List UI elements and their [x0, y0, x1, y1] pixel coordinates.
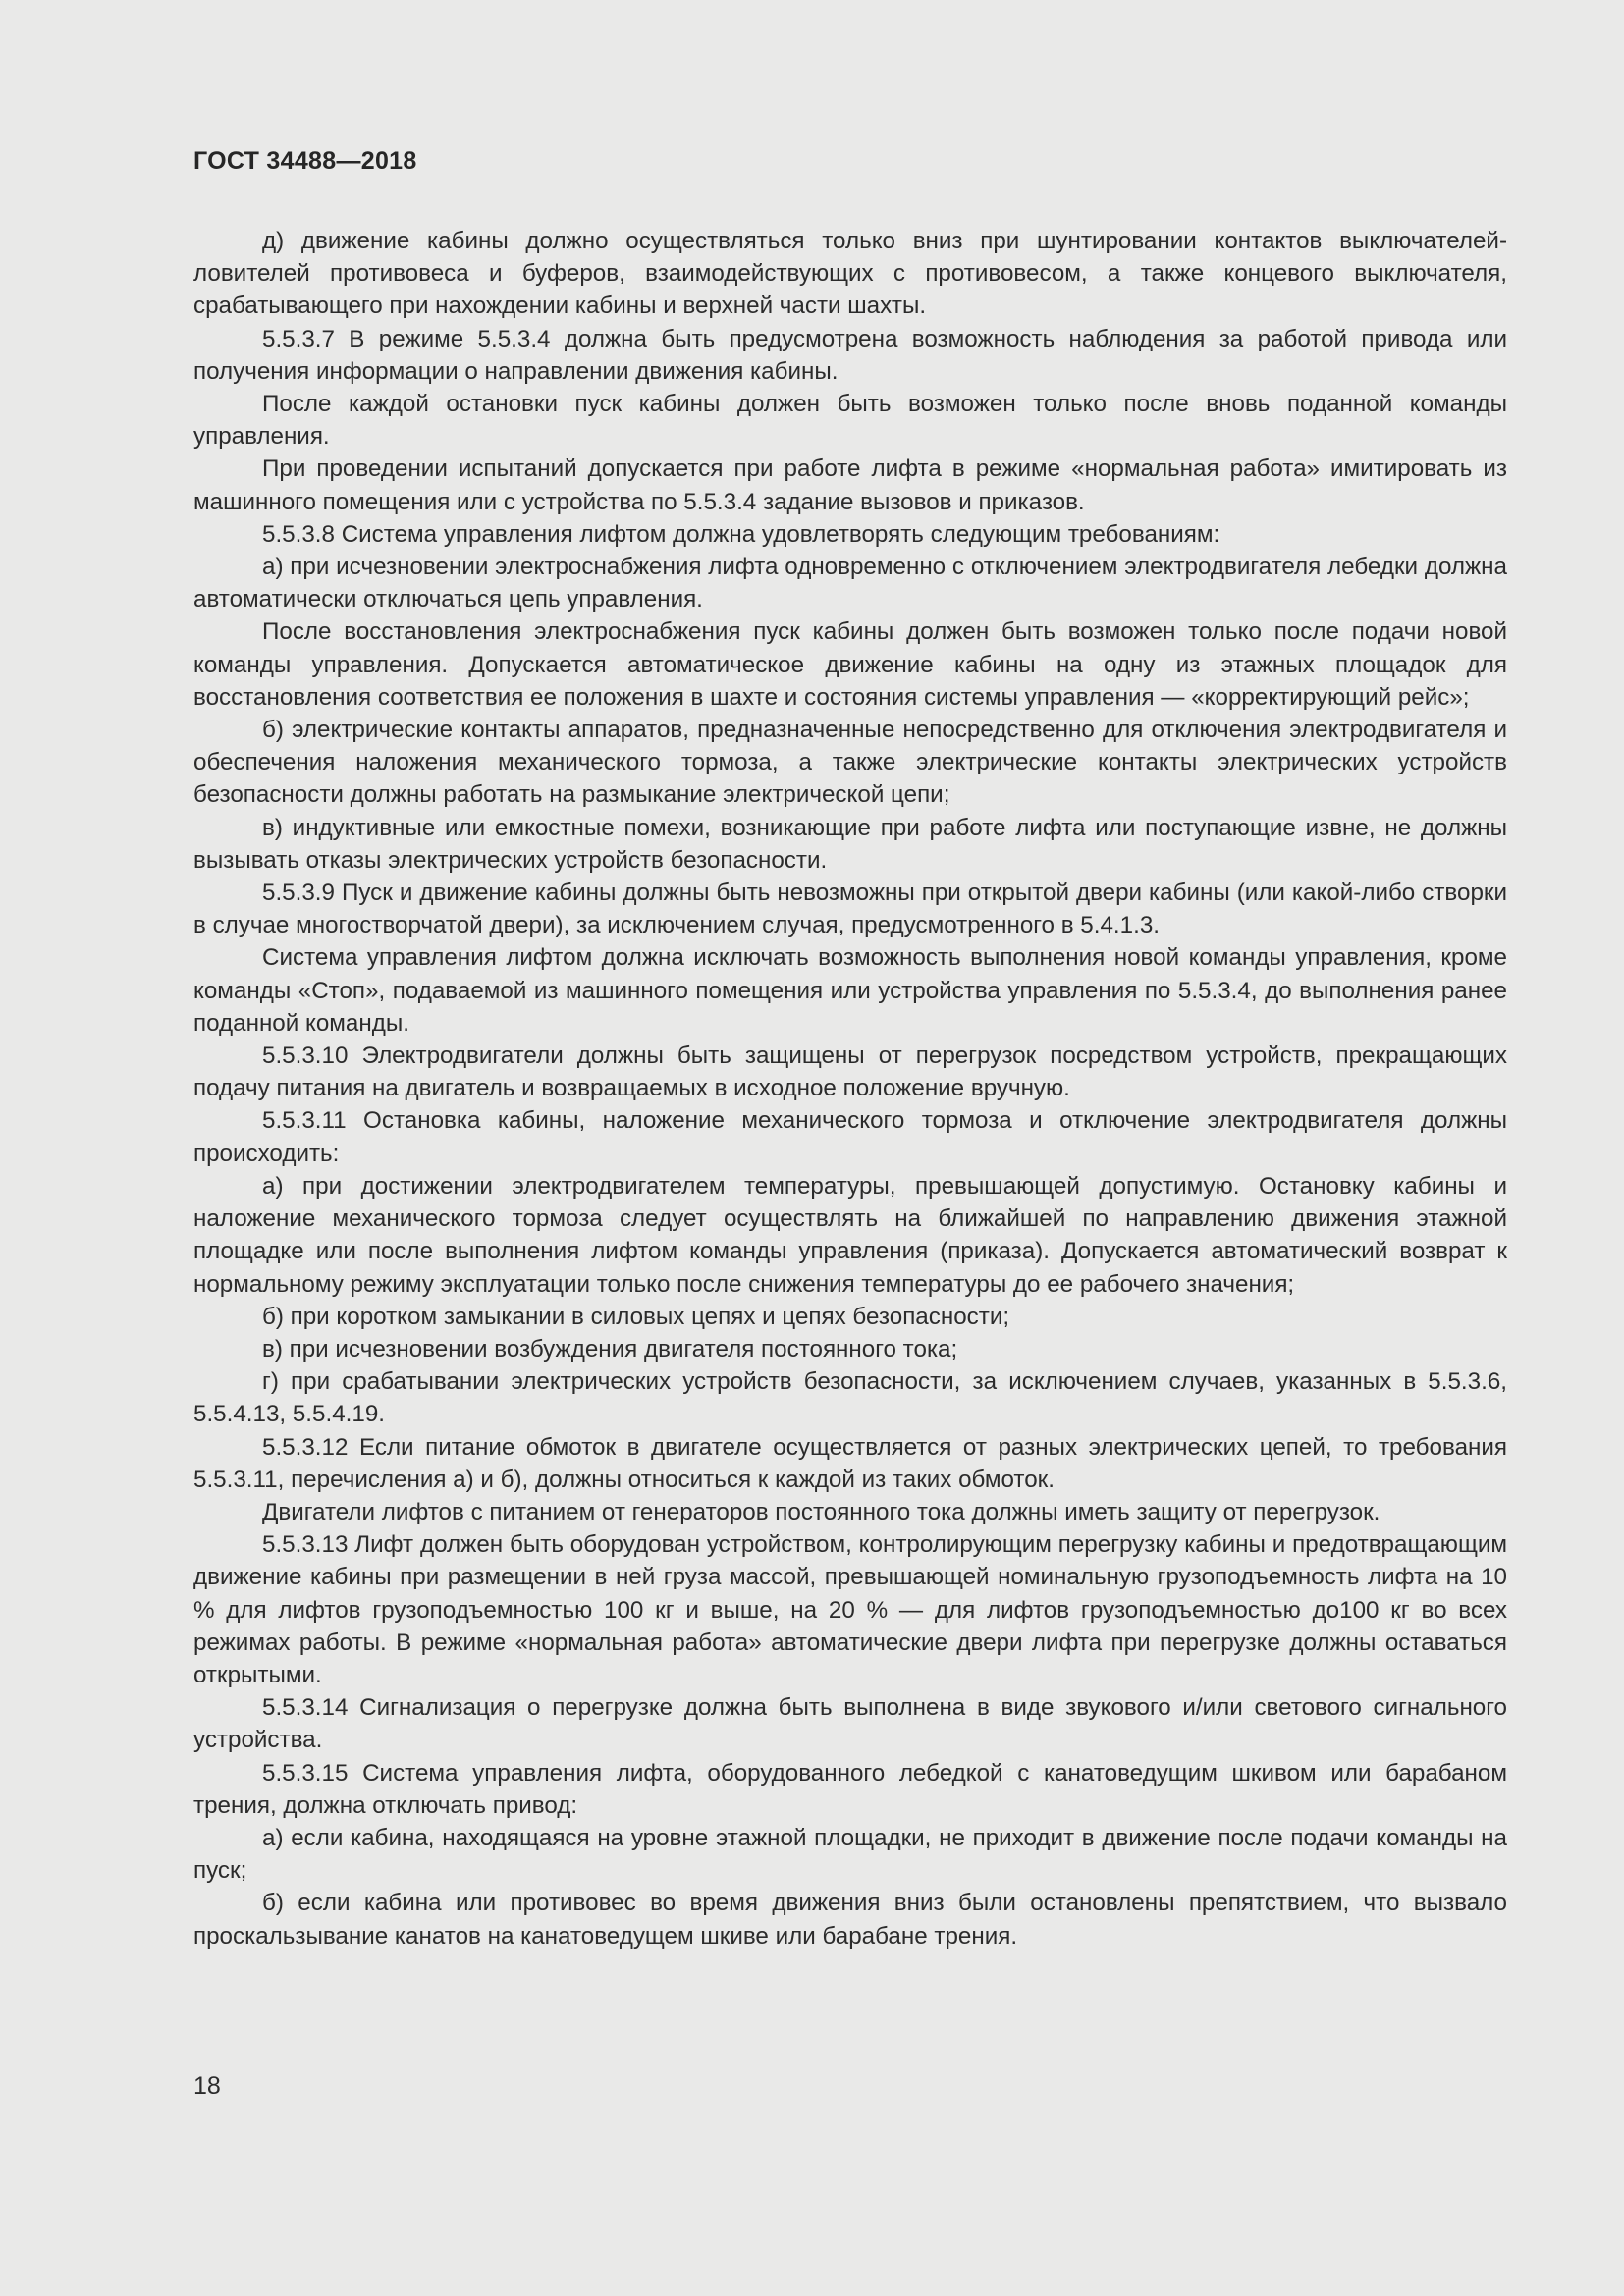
document-body: [193, 225, 1507, 1952]
page-number: 18: [193, 2072, 221, 2100]
paragraph-5-5-3-8: 5.5.3.8 Система управления лифтом должна удовлетворять следующим требованиям:: [262, 520, 1220, 548]
paragraph-5-5-3-9: 5.5.3.9 Пуск и движение кабины должны быть невозможны при открытой двери кабины (или какой-либо створки в случае многостворчатой двери), за исключением случая, предусмотренного в 5.4.1.3.: [193, 880, 1507, 939]
paragraph-5-5-3-8-b: б) электрические контакты аппаратов, предназначенные непосредственно для отключения электродвигателя и обеспечения наложения механического тормоза, а также электрические контакты электрических устройств безопасности должны работать на размыкание электрической цепи;: [193, 717, 1507, 809]
paragraph-dc-generator-motors: Двигатели лифтов с питанием от генераторов постоянного тока должны иметь защиту от перегрузок.: [262, 1498, 1380, 1525]
paragraph-5-5-3-8-a: а) при исчезновении электроснабжения лифта одновременно с отключением электродвигателя лебедки должна автоматически отключаться цепь управления.: [193, 554, 1507, 614]
paragraph-5-5-3-14: 5.5.3.14 Сигнализация о перегрузке должна быть выполнена в виде звукового и/или светового сигнального устройства.: [193, 1694, 1507, 1754]
paragraph-restart-after-stop: После каждой остановки пуск кабины должен быть возможен только после вновь поданной команды управления.: [193, 391, 1507, 451]
paragraph-5-5-3-11-b: б) при коротком замыкании в силовых цепях и цепях безопасности;: [262, 1303, 1010, 1330]
paragraph-5-5-3-10: 5.5.3.10 Электродвигатели должны быть защищены от перегрузок посредством устройств, прекращающих подачу питания на двигатель и возвращаемых в исходное положение вручную.: [193, 1042, 1507, 1102]
paragraph-5-5-3-11-g: г) при срабатывании электрических устройств безопасности, за исключением случаев, указанных в 5.5.3.6, 5.5.4.13, 5.5.4.19.: [193, 1368, 1507, 1428]
paragraph-5-5-3-8-v: в) индуктивные или емкостные помехи, возникающие при работе лифта или поступающие извне, не должны вызывать отказы электрических устройств безопасности.: [193, 814, 1507, 874]
paragraph-5-5-3-15-a: а) если кабина, находящаяся на уровне этажной площадки, не приходит в движение после подачи команды на пуск;: [193, 1824, 1507, 1885]
paragraph-5-5-3-7: 5.5.3.7 В режиме 5.5.3.4 должна быть предусмотрена возможность наблюдения за работой привода или получения информации о направлении движения кабины.: [193, 325, 1507, 385]
paragraph-5-5-3-11-v: в) при исчезновении возбуждения двигателя постоянного тока;: [262, 1335, 958, 1362]
paragraph-5-5-3-13: 5.5.3.13 Лифт должен быть оборудован устройством, контролирующим перегрузку кабины и предотвращающим движение кабины при размещении в ней груза массой, превышающей номинальную грузоподъемность лифта на 10 % для лифтов грузоподъемностью 100 кг и выше, на 20 % — для лифтов грузоподъемностью до100 кг во всех режимах работы. В режиме «нормальная работа» автоматические двери лифта при перегрузке должны оставаться открытыми.: [193, 1531, 1507, 1688]
paragraph-5-5-3-11: 5.5.3.11 Остановка кабины, наложение механического тормоза и отключение электродвигателя должны происходить:: [193, 1107, 1507, 1167]
paragraph-control-system-stop: Система управления лифтом должна исключать возможность выполнения новой команды управления, кроме команды «Стоп», подаваемой из машинного помещения или устройства управления по 5.5.3.4, до выполнения ранее поданной команды.: [193, 944, 1507, 1037]
paragraph-item-d-upward-motion: д) движение кабины должно осуществляться только вниз при шунтировании контактов выключателей-ловителей противовеса и буферов, взаимодействующих с противовесом, а также концевого выключателя, срабатывающего при нахождении кабины и верхней части шахты.: [193, 228, 1507, 320]
paragraph-power-restoration: После восстановления электроснабжения пуск кабины должен быть возможен только после подачи новой команды управления. Допускается автоматическое движение кабины на одну из этажных площадок для восстановления соответствия ее положения в шахте и состояния системы управления — «корректирующий рейс»;: [193, 618, 1507, 711]
paragraph-5-5-3-11-a: а) при достижении электродвигателем температуры, превышающей допустимую. Остановку кабины и наложение механического тормоза следует осуществлять на ближайшей по направлению движения этажной площадке или после выполнения лифтом команды управления (приказа). Допускается автоматический возврат к нормальному режиму эксплуатации только после снижения температуры до ее рабочего значения;: [193, 1172, 1507, 1298]
paragraph-testing-simulation: При проведении испытаний допускается при работе лифта в режиме «нормальная работа» имитировать из машинного помещения или с устройства по 5.5.3.4 задание вызовов и приказов.: [193, 455, 1507, 515]
paragraph-5-5-3-12: 5.5.3.12 Если питание обмоток в двигателе осуществляется от разных электрических цепей, то требования 5.5.3.11, перечисления а) и б), должны относиться к каждой из таких обмоток.: [193, 1433, 1507, 1493]
document-header-title: ГОСТ 34488—2018: [193, 147, 417, 175]
paragraph-5-5-3-15: 5.5.3.15 Система управления лифта, оборудованного лебедкой с канатоведущим шкивом или барабаном трения, должна отключать привод:: [193, 1759, 1507, 1819]
paragraph-5-5-3-15-b: б) если кабина или противовес во время движения вниз были остановлены препятствием, что вызвало проскальзывание канатов на канатоведущем шкиве или барабане трения.: [193, 1890, 1507, 1949]
